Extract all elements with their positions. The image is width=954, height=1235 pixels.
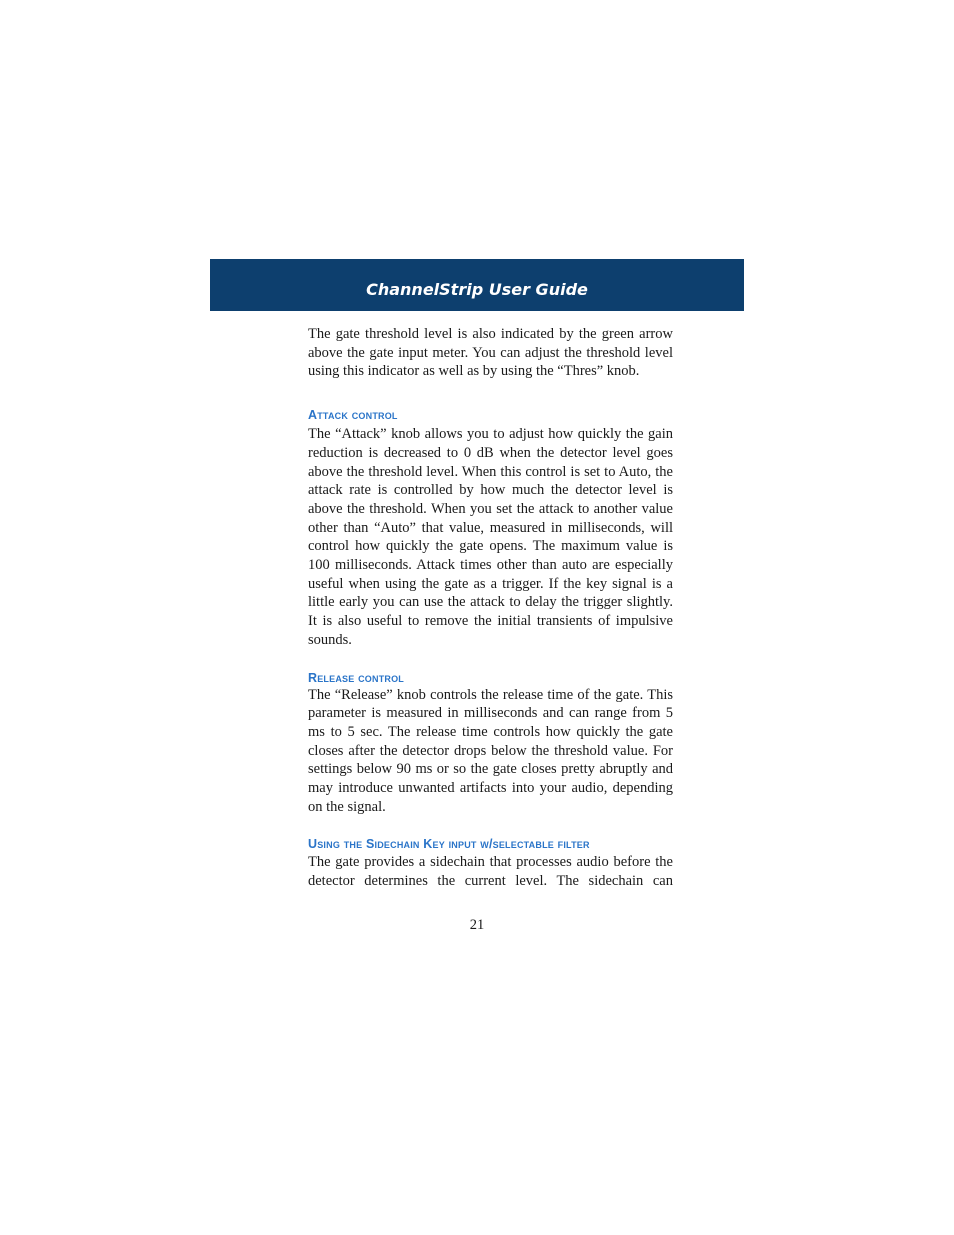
section-heading-release: Release control xyxy=(308,670,405,685)
section-heading-attack: Attack control xyxy=(308,408,398,423)
section-heading-sidechain: Using the Sidechain Key input w/selectable filter xyxy=(308,837,590,852)
paragraph-attack: The “Attack” knob allows you to adjust how quickly the gain reduction is decreased to 0 dB when the detector level goes above the threshold level. When this control is set to Auto, the attack rate is controlled by how much the detector level is above the threshold. When you set the attack to another value other than “Auto” that value, measured in milliseconds, will control how quickly the gate opens. The maximum value is 100 milliseconds. Attack times other than auto are especially useful when using the gate as a trigger. If the key signal is a little early you can use the attack to delay the trigger slightly. It is also useful to remove the initial transients of impulsive sounds. xyxy=(308,426,673,648)
page-number: 21 xyxy=(469,917,485,933)
paragraph-sidechain: The gate provides a sidechain that processes audio before the detector determines the current level. The sidechain can xyxy=(308,854,673,890)
paragraph-release: The “Release” knob controls the release time of the gate. This parameter is measured in milliseconds and can range from 5 ms to 5 sec. The release time controls how quickly the gate closes after the detector drops below the threshold value. For settings below 90 ms or so the gate closes pretty abruptly and may introduce unwanted artifacts into your audio, depending on the signal. xyxy=(308,686,673,815)
page-content xyxy=(308,325,673,891)
paragraph-threshold: The gate threshold level is also indicated by the green arrow above the gate input meter. You can adjust the threshold level using this indicator as well as by using the “Thres” knob. xyxy=(308,326,673,380)
header-bar xyxy=(210,259,744,311)
document-title: ChannelStrip User Guide xyxy=(366,280,588,299)
